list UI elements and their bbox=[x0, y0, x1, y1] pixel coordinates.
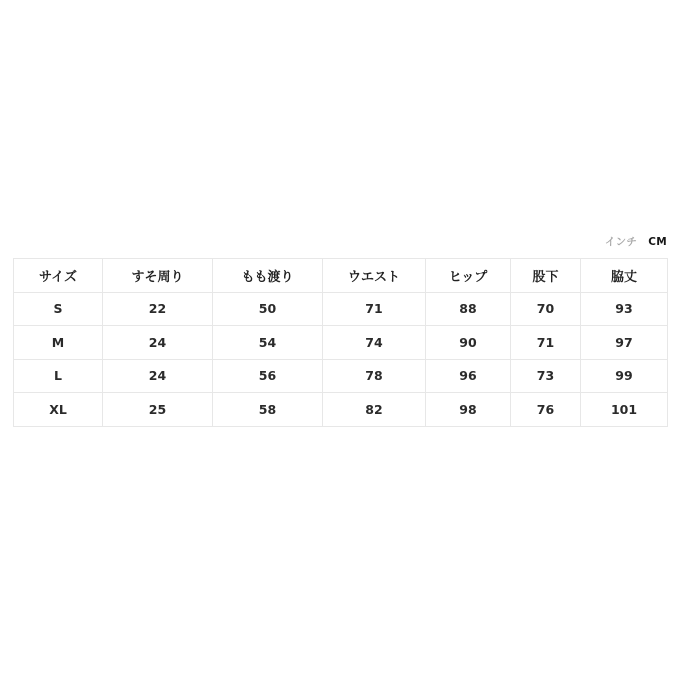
measurement-cell: 78 bbox=[323, 359, 426, 393]
unit-toggle bbox=[605, 234, 667, 249]
unit-option-cm[interactable]: CM bbox=[648, 236, 667, 248]
measurement-cell: 71 bbox=[511, 326, 581, 360]
measurement-cell: 70 bbox=[511, 292, 581, 326]
measurement-cell: 71 bbox=[323, 292, 426, 326]
measurement-cell: 54 bbox=[213, 326, 323, 360]
size-row-label: M bbox=[14, 326, 103, 360]
measurement-cell: 97 bbox=[581, 326, 668, 360]
size-row-label: XL bbox=[14, 393, 103, 427]
measurement-cell: 96 bbox=[426, 359, 511, 393]
size-row-label: L bbox=[14, 359, 103, 393]
measurement-cell: 24 bbox=[103, 326, 213, 360]
size-chart-table bbox=[13, 258, 668, 427]
measurement-cell: 74 bbox=[323, 326, 426, 360]
measurement-cell: 22 bbox=[103, 292, 213, 326]
measurement-cell: 99 bbox=[581, 359, 668, 393]
measurement-cell: 73 bbox=[511, 359, 581, 393]
column-header-6: 脇丈 bbox=[581, 259, 668, 293]
table-row bbox=[14, 393, 668, 427]
measurement-cell: 76 bbox=[511, 393, 581, 427]
column-header-4: ヒップ bbox=[426, 259, 511, 293]
column-header-1: すそ周り bbox=[103, 259, 213, 293]
measurement-cell: 90 bbox=[426, 326, 511, 360]
measurement-cell: 24 bbox=[103, 359, 213, 393]
table-row bbox=[14, 359, 668, 393]
column-header-2: もも渡り bbox=[213, 259, 323, 293]
measurement-cell: 88 bbox=[426, 292, 511, 326]
measurement-cell: 101 bbox=[581, 393, 668, 427]
measurement-cell: 98 bbox=[426, 393, 511, 427]
unit-option-inch[interactable]: インチ bbox=[604, 236, 638, 248]
table-header-row bbox=[14, 259, 668, 293]
measurement-cell: 50 bbox=[213, 292, 323, 326]
measurement-cell: 82 bbox=[323, 393, 426, 427]
measurement-cell: 56 bbox=[213, 359, 323, 393]
table-row bbox=[14, 292, 668, 326]
table-row bbox=[14, 326, 668, 360]
column-header-3: ウエスト bbox=[323, 259, 426, 293]
size-row-label: S bbox=[14, 292, 103, 326]
measurement-cell: 25 bbox=[103, 393, 213, 427]
measurement-cell: 58 bbox=[213, 393, 323, 427]
measurement-cell: 93 bbox=[581, 292, 668, 326]
column-header-5: 股下 bbox=[511, 259, 581, 293]
column-header-0: サイズ bbox=[14, 259, 103, 293]
